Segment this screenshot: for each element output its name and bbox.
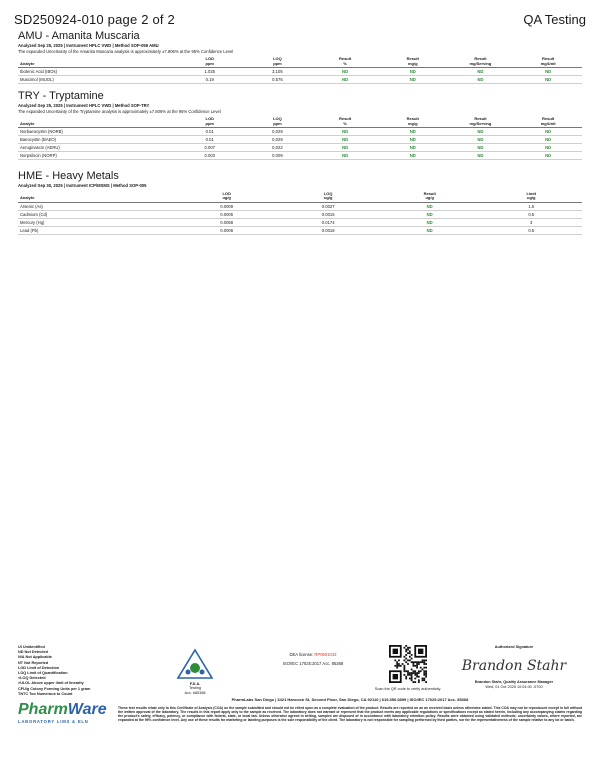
column-header — [514, 116, 582, 128]
iso-accreditation: ISO/IEC 17025:2017 Acc. 85368 — [282, 661, 344, 666]
column-header-unit: ug/g — [527, 195, 536, 201]
signer-name: Brandon Stahr, Quality Assurance Manager — [474, 680, 554, 684]
value-cell: 0.029 — [244, 128, 312, 136]
logo-text-b: Ware — [67, 701, 107, 718]
column-header-unit: ppm — [273, 60, 282, 66]
value-cell: 3.105 — [244, 68, 312, 76]
value-cell: ND — [379, 210, 481, 218]
legend-item: LOQ Limit of Quantification — [18, 671, 68, 676]
value-cell: 0.0015 — [277, 210, 379, 218]
column-header-unit: mg/Unit — [540, 60, 556, 66]
hme-section — [18, 170, 582, 235]
column-header — [311, 56, 379, 68]
column-header-label: Analyte — [20, 120, 35, 126]
column-header-label: LOD — [205, 116, 214, 121]
value-cell: ND — [311, 136, 379, 144]
section-title: HME - Heavy Metals — [18, 170, 119, 182]
column-header-unit: mg/Serving — [469, 120, 492, 126]
value-cell: 0.0006 — [176, 226, 278, 234]
analysis-meta: Analyzed Sep 30, 2025 | Instrument ICP/MSMS | Method SOP-005 — [18, 183, 147, 188]
column-header — [514, 56, 582, 68]
qr-block — [368, 645, 448, 691]
value-cell: ND — [379, 136, 447, 144]
value-cell: ND — [514, 68, 582, 76]
table-row — [18, 128, 582, 136]
value-cell: 0.0174 — [277, 218, 379, 226]
signature-block — [456, 645, 572, 690]
signature-caption: Authorized Signature — [494, 645, 534, 649]
value-cell: ND — [379, 68, 447, 76]
section-title: TRY - Tryptamine — [18, 90, 104, 102]
value-cell: 0.5 — [480, 210, 582, 218]
dea-label: DEA license: — [289, 652, 314, 657]
value-cell: ND — [311, 68, 379, 76]
legend-item: NT Not Reported — [18, 660, 49, 665]
value-cell: 0.01 — [176, 136, 244, 144]
legend-item: TNTC Too Numerous to Count — [18, 691, 73, 696]
value-cell: ND — [379, 226, 481, 234]
lab-address: PharmLabs San Diego | 3421 Hancock St, Second Floor, San Diego, CA 92110 | 619.356.0899 | ISO/IEC 17025:2017 Acc. 85368 — [231, 697, 469, 702]
column-header-label: LOQ — [273, 56, 282, 61]
column-header — [176, 116, 244, 128]
analyte-cell: Ibotenic Acid (IBOs) — [18, 68, 176, 76]
column-header-unit: mg/g — [407, 60, 418, 66]
qa-testing-label: QA Testing — [523, 11, 586, 27]
analyte-cell: Cadmium (Cd) — [18, 210, 176, 218]
legend-item: N/A Not Applicable — [18, 655, 52, 660]
column-header — [18, 56, 176, 68]
value-cell: ND — [514, 136, 582, 144]
column-header-unit: mg/Unit — [540, 120, 556, 126]
column-header — [447, 116, 515, 128]
disclaimer-text: These test results relate only to this Certificate of Analysis (COA) on the sample submitted and should not be relied upon as a complete evaluation of the product. Results are reported on an as received basis unless otherwise stated. This COA may not be reproduced except in full without the written approval of the laboratory. The results in this report apply only to the sample as received. The laboratory does not warrant or represent that the product meets any applicable regulations or specifications except as stated herein, including any accompanying claims regarding the product's safety, efficacy, potency, or compliance with federal, state, or local law. Unless otherwise agreed in writing, samples are disposed of in accordance with laboratory retention policy. Results were obtained using validated methods; uncertainty values, where reported, are expanded at the 95% confidence level. Any use of these results for marketing or labeling purposes is the sole responsibility of the client. The laboratory is not responsible for sampling performed by third parties, nor for the representativeness of the sample relative to any lot or batch. — [118, 706, 582, 722]
value-cell: ND — [447, 136, 515, 144]
fda-sub: Testing — [188, 686, 202, 691]
value-cell: 3 — [480, 218, 582, 226]
column-header-label: LOD — [205, 56, 214, 61]
column-header-label: Result — [406, 116, 419, 121]
column-header — [18, 191, 176, 203]
fda-label: F.D.A. — [189, 681, 201, 686]
column-header — [176, 191, 278, 203]
column-header-unit: % — [343, 60, 347, 66]
column-header-unit: ug/g — [222, 195, 231, 201]
analyte-cell: Aeruginascin (AERU) — [18, 144, 176, 152]
value-cell: 0.5 — [480, 226, 582, 234]
document-id: SD250924-010 page 2 of 2 — [14, 11, 175, 27]
pharmware-logo — [18, 701, 108, 724]
value-cell: 0.0018 — [277, 226, 379, 234]
value-cell: ND — [447, 152, 515, 160]
value-cell: ND — [514, 128, 582, 136]
legend-item: LOD Limit of Detection — [18, 665, 60, 670]
column-header-label: Analyte — [20, 195, 35, 201]
license-block — [268, 650, 358, 668]
value-cell: 0.0005 — [176, 210, 278, 218]
hme-results-table — [18, 191, 582, 235]
fda-badge — [170, 648, 220, 695]
analyte-cell: Norpsilocin (NORP) — [18, 152, 176, 160]
column-header-unit: mg/Serving — [469, 60, 492, 66]
amu-section — [18, 30, 582, 84]
analyte-cell: Lead (Pb) — [18, 226, 176, 234]
page-header — [14, 10, 586, 28]
fda-accreditation: Acc. #85368 — [184, 690, 206, 695]
column-header-label: LOQ — [323, 190, 333, 196]
value-cell: ND — [311, 152, 379, 160]
value-cell: 0.003 — [176, 152, 244, 160]
value-cell: 0.0027 — [277, 202, 379, 210]
uncertainty-note: The expanded Uncertainty of the Tryptamine analysis is approximately ±7.806% at the 95% Confidence Level — [18, 108, 221, 114]
column-header-label: Result — [542, 56, 555, 61]
fda-logo-icon — [176, 648, 214, 680]
column-header — [379, 191, 481, 203]
column-header-unit: % — [343, 120, 347, 126]
uncertainty-note: The expanded Uncertainty of the Amanita Muscaria analysis is approximately ±7.806% at the 95% Confidence Level — [18, 48, 234, 54]
table-header-row — [18, 116, 582, 128]
column-header — [244, 116, 312, 128]
column-header-unit: ppm — [205, 120, 214, 126]
value-cell: 0.029 — [244, 136, 312, 144]
legend-item: <LOQ Detected — [18, 676, 46, 681]
value-cell: ND — [447, 128, 515, 136]
value-cell: 1.5 — [480, 202, 582, 210]
column-header-label: Result — [542, 116, 555, 121]
analyte-cell: Norbaeocystin (NORB) — [18, 128, 176, 136]
column-header — [277, 191, 379, 203]
column-header — [379, 56, 447, 68]
value-cell: 0.0058 — [176, 218, 278, 226]
value-cell: 0.009 — [244, 152, 312, 160]
value-cell: ND — [379, 152, 447, 160]
table-row — [18, 226, 582, 234]
column-header-unit: mg/g — [407, 120, 418, 126]
value-cell: ND — [514, 144, 582, 152]
analyte-cell: Arsenic (As) — [18, 202, 176, 210]
abbreviation-legend — [18, 645, 128, 697]
column-header-label: Analyte — [20, 60, 35, 66]
table-row — [18, 218, 582, 226]
value-cell: ND — [379, 202, 481, 210]
legend-item: UI Unidentified — [18, 645, 45, 649]
value-cell: ND — [447, 76, 515, 84]
value-cell: ND — [379, 218, 481, 226]
table-header-row — [18, 191, 582, 203]
table-row — [18, 136, 582, 144]
column-header-label: Limit — [526, 190, 536, 196]
section-title: AMU - Amanita Muscaria — [18, 30, 140, 42]
column-header-unit: ppm — [205, 60, 214, 66]
value-cell: ND — [311, 128, 379, 136]
column-header-label: Result — [474, 56, 487, 61]
analyte-cell: Muscimol (MUOL) — [18, 76, 176, 84]
table-row — [18, 210, 582, 218]
column-header-label: LOD — [222, 190, 231, 196]
try-results-table — [18, 116, 582, 160]
analysis-meta: Analyzed Sep 25, 2025 | Instrument HPLC VWD | Method SOP-059 AMU — [18, 43, 159, 48]
qr-caption: Scan the QR code to verify authenticity. — [374, 687, 442, 691]
value-cell: ND — [379, 128, 447, 136]
column-header — [311, 116, 379, 128]
column-header-label: Result — [406, 56, 419, 61]
column-header-unit: ug/g — [323, 195, 333, 201]
value-cell: 0.022 — [244, 144, 312, 152]
column-header — [176, 56, 244, 68]
column-header-label: LOQ — [273, 116, 282, 121]
signature-date: Wed, 01 Oct 2025 10:04:00 -0700 — [485, 685, 543, 689]
table-row — [18, 68, 582, 76]
table-row — [18, 76, 582, 84]
value-cell: 0.01 — [176, 128, 244, 136]
column-header — [18, 116, 176, 128]
column-header-label: Result — [338, 56, 352, 61]
value-cell: 0.19 — [176, 76, 244, 84]
value-cell: 0.007 — [176, 144, 244, 152]
value-cell: ND — [514, 152, 582, 160]
legend-item: CFU/g Colony Forming Units per 1 gram — [18, 686, 91, 691]
analyte-cell: Baeocystin (BAEO) — [18, 136, 176, 144]
dea-value: RP0601043 — [314, 652, 337, 657]
qr-code-icon[interactable] — [389, 645, 427, 683]
analyte-cell: Mercury (Hg) — [18, 218, 176, 226]
value-cell: ND — [311, 144, 379, 152]
try-section — [18, 90, 582, 160]
analysis-meta: Analyzed Sep 25, 2025 | Instrument HPLC VWD | Method SOP-TRY — [18, 103, 150, 108]
value-cell: 0.0009 — [176, 202, 278, 210]
table-row — [18, 202, 582, 210]
logo-tagline: LABORATORY LIMS & ELN — [18, 719, 89, 724]
table-row — [18, 144, 582, 152]
column-header-unit: ug/g — [425, 195, 434, 201]
logo-text-a: Pharm — [18, 701, 68, 718]
column-header — [244, 56, 312, 68]
value-cell: ND — [379, 144, 447, 152]
legend-item: ND Not Detected — [18, 650, 48, 655]
column-header-label: Result — [338, 116, 352, 121]
signature-image: Brandon Stahr — [461, 658, 567, 674]
value-cell: ND — [514, 76, 582, 84]
table-row — [18, 152, 582, 160]
column-header-label: Result — [423, 190, 436, 196]
table-header-row — [18, 56, 582, 68]
value-cell: ND — [379, 76, 447, 84]
value-cell: ND — [447, 68, 515, 76]
value-cell: ND — [311, 76, 379, 84]
column-header — [379, 116, 447, 128]
column-header — [480, 191, 582, 203]
column-header — [447, 56, 515, 68]
value-cell: 0.576 — [244, 76, 312, 84]
value-cell: 1.025 — [176, 68, 244, 76]
legend-item: >ULOL Above upper limit of linearity — [18, 681, 84, 686]
column-header-label: Result — [474, 116, 487, 121]
column-header-unit: ppm — [273, 120, 282, 126]
value-cell: ND — [447, 144, 515, 152]
amu-results-table — [18, 56, 582, 84]
